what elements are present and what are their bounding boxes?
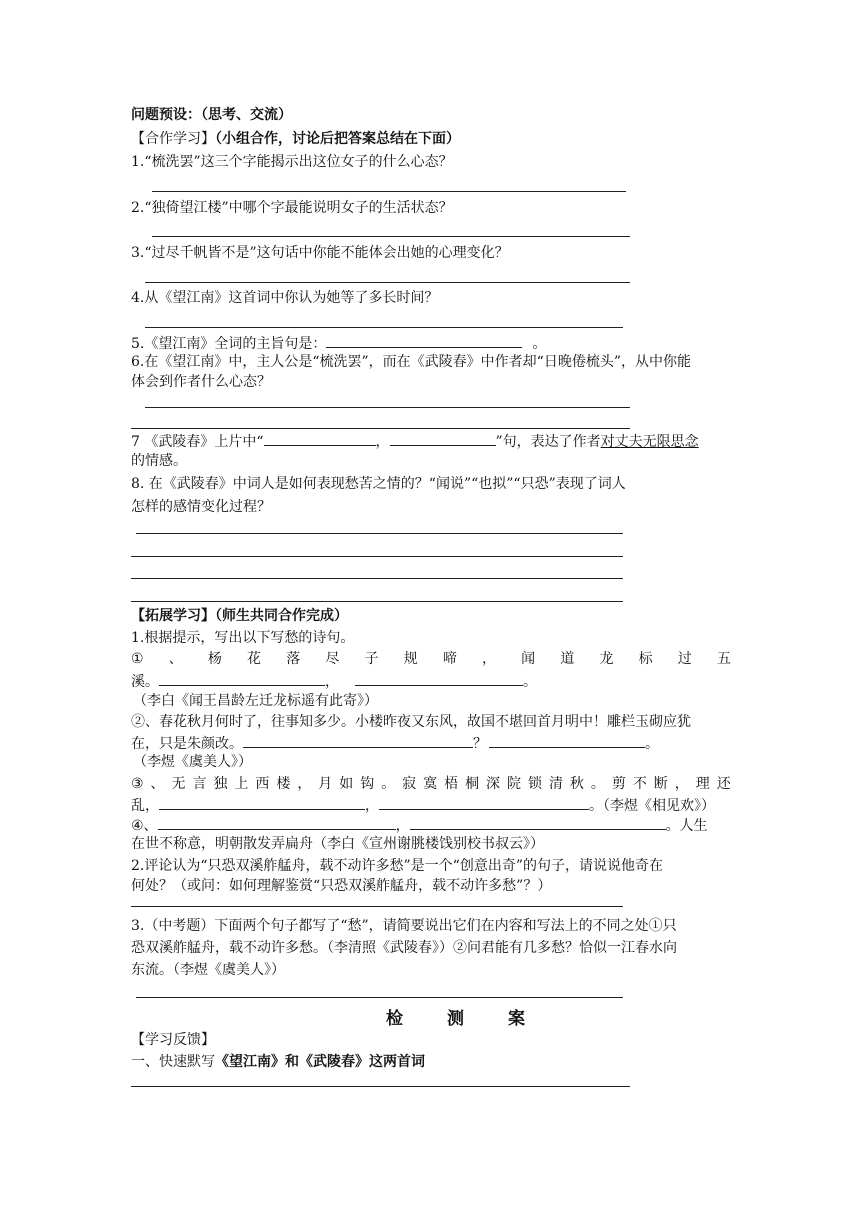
ext-1-3-end: 。（李煜《相见欢》） (589, 798, 715, 814)
char: 理 (695, 776, 710, 792)
char: 不 (632, 776, 647, 792)
question-7 (131, 430, 699, 452)
test-item-1-bold: 《望江南》和《武陵春》这两首词 (215, 1054, 425, 1070)
char: 如 (339, 776, 354, 792)
char: 花 (247, 651, 262, 667)
coop-note: （小组合作，讨论后把答案总结在下面） (215, 131, 460, 147)
question-1: 1.“梳洗罢”这三个字能揭示出这位女子的什么心态？ (131, 154, 453, 170)
char: 言 (192, 776, 207, 792)
ext-prompt-2-line-2: 何处？（或问：如何理解鉴赏“只恐双溪舴艋舟，载不动许多愁”？） (131, 878, 552, 894)
char: 道 (560, 651, 575, 667)
question-6-line-1: 6.在《望江南》中，主人公是“梳洗罢”，而在《武陵春》中作者却“日晚倦梳头”，从中你能 (131, 354, 691, 370)
answer-line-1[interactable] (152, 191, 626, 192)
char: 还 (716, 776, 731, 792)
char: 深 (486, 776, 501, 792)
char: 规 (403, 651, 418, 667)
char: 楼 (276, 776, 291, 792)
answer-line-8b[interactable] (131, 556, 623, 557)
answer-line-6b[interactable] (131, 428, 630, 429)
ext-1-3-sep: ， (365, 798, 379, 814)
coop-heading: 【合作学习】 (131, 131, 215, 147)
question-4: 4.从《望江南》这首词中你认为她等了多长时间？ (131, 290, 439, 306)
char: 杨 (207, 651, 222, 667)
ext-1-4-sep: ， (395, 818, 410, 834)
question-7-sep: ， (375, 434, 390, 450)
ext-1-2-q: ？ (473, 736, 487, 752)
question-6-line-2: 体会到作者什么心态？ (131, 374, 271, 390)
char: 尽 (325, 651, 340, 667)
blank-1-4-first[interactable] (158, 814, 396, 830)
char: ③ (131, 776, 144, 792)
preset-label: 问题预设： (131, 107, 201, 123)
answer-line-8d[interactable] (131, 601, 623, 602)
blank-1-1-second[interactable] (355, 670, 523, 686)
ext-prompt-3-line-1: 3.（中考题）下面两个句子都写了“愁”，请简要说出它们在内容和写法上的不同之处①只 (131, 918, 677, 934)
answer-line-ext-2[interactable] (131, 906, 623, 907)
char: 、 (168, 651, 183, 667)
question-7-line-2: 的情感。 (131, 453, 187, 469)
question-5-text: 5.《望江南》全词的主旨句是： (131, 336, 327, 352)
ext-1-1-source: （李白《闻王昌龄左迁龙标遥有此寄》） (133, 693, 378, 709)
title-char: 测 (447, 1009, 464, 1029)
char: 桐 (465, 776, 480, 792)
ext-1-1-text: 溪。 (131, 674, 159, 690)
char: 标 (638, 651, 653, 667)
ext-1-2-text: 在，只是朱颜改。 (131, 736, 243, 752)
question-3: 3.“过尽千帆皆不是”这句话中你能不能体会出她的心理变化？ (131, 245, 509, 261)
ext-prompt-3-line-2: 恐双溪舴艋舟，载不动许多愁。（李清照《武陵春》）②问君能有几多愁？恰似一江春水向 (131, 940, 677, 956)
coop-heading-line (131, 129, 460, 149)
question-2: 2.“独倚望江楼”中哪个字最能说明女子的生活状态？ (131, 200, 453, 216)
question-7-mid: ”句，表达了作者 (495, 434, 601, 450)
char: 钩 (360, 776, 375, 792)
test-item-1-text: 一、快速默写 (131, 1054, 215, 1070)
question-7-text: 7 《武陵春》上片中“ (131, 434, 264, 450)
blank-1-3-first[interactable] (159, 794, 365, 810)
char: 清 (548, 776, 563, 792)
preset-line (131, 105, 292, 125)
answer-line-6a[interactable] (145, 407, 630, 408)
question-7-answer: 对丈夫无限思念 (600, 434, 699, 450)
title-char: 检 (386, 1009, 403, 1029)
char: 秋 (569, 776, 584, 792)
char: 啼 (442, 651, 457, 667)
ext-heading-line (131, 606, 348, 626)
char: 。 (590, 776, 605, 792)
char: 独 (213, 776, 228, 792)
char: 剪 (611, 776, 626, 792)
preset-paren: （思考、交流） (201, 107, 292, 123)
blank-q7-first[interactable] (264, 430, 376, 446)
ext-1-3-line-2 (131, 794, 715, 816)
ext-1-2-line-1: ②、春花秋月何时了，往事知多少。小楼昨夜又东风，故国不堪回首月明中！雕栏玉砌应犹 (131, 714, 691, 730)
answer-line-8c[interactable] (131, 578, 623, 579)
char: ① (131, 651, 144, 667)
char: ， (481, 651, 496, 667)
answer-line-ext-3[interactable] (136, 997, 623, 998)
ext-heading: 【拓展学习】 (131, 608, 215, 624)
blank-1-4-second[interactable] (410, 814, 666, 830)
blank-theme-sentence[interactable] (326, 332, 522, 348)
char: 上 (234, 776, 249, 792)
ext-1-3-text: 乱， (131, 798, 159, 814)
char: 五 (716, 651, 731, 667)
char: 月 (318, 776, 333, 792)
ext-1-4-end: 。人生 (665, 818, 708, 834)
char: ， (297, 776, 312, 792)
blank-1-3-second[interactable] (379, 794, 589, 810)
answer-line-8a[interactable] (136, 533, 623, 534)
char: 。 (381, 776, 396, 792)
ext-1-2-line-2 (131, 732, 659, 754)
blank-1-1-first[interactable] (159, 670, 325, 686)
ext-1-1-line-1 (131, 649, 731, 669)
blank-1-2-second[interactable] (489, 732, 645, 748)
title-char: 案 (508, 1009, 525, 1029)
char: 过 (677, 651, 692, 667)
section-title (386, 1004, 525, 1029)
char: 寞 (423, 776, 438, 792)
ext-1-4-line-1 (131, 814, 708, 836)
ext-1-4-text: ④、 (131, 818, 158, 834)
feedback-heading: 【学习反馈】 (131, 1032, 215, 1048)
ext-prompt-1: 1.根据提示，写出以下写愁的诗句。 (131, 630, 355, 646)
char: 梧 (444, 776, 459, 792)
question-5-end: 。 (532, 336, 547, 352)
char: 院 (507, 776, 521, 792)
char: 子 (364, 651, 379, 667)
char: 寂 (402, 776, 417, 792)
ext-1-2-source: （李煜《虞美人》） (133, 754, 252, 770)
ext-1-1-sep: ， (325, 674, 339, 690)
question-8-line-1: 8. 在《武陵春》中词人是如何表现愁苦之情的？“闻说”“也拟”“只恐”表现了词人 (131, 476, 626, 492)
ext-prompt-3-line-3: 东流。（李煜《虞美人》） (131, 962, 285, 978)
ext-1-1-end: 。 (523, 674, 537, 690)
test-item-1 (131, 1052, 425, 1072)
char: 锁 (527, 776, 542, 792)
answer-line-test-1[interactable] (131, 1086, 630, 1087)
char: 落 (286, 651, 301, 667)
ext-1-1-line-2 (131, 670, 537, 692)
question-8-line-2: 怎样的感情变化过程？ (131, 499, 271, 515)
blank-1-2-first[interactable] (243, 732, 473, 748)
char: 龙 (599, 651, 614, 667)
answer-line-2[interactable] (152, 236, 630, 237)
char: ， (674, 776, 689, 792)
ext-note: （师生共同合作完成） (215, 608, 348, 624)
answer-line-4[interactable] (145, 327, 623, 328)
answer-line-3[interactable] (145, 282, 630, 283)
char: 、 (150, 776, 165, 792)
char: 西 (255, 776, 270, 792)
char: 断 (653, 776, 668, 792)
blank-q7-second[interactable] (390, 430, 496, 446)
ext-1-4-line-2: 在世不称意，明朝散发弄扁舟（李白《宣州谢朓楼饯别校书叔云》） (131, 836, 544, 852)
char: 闻 (521, 651, 536, 667)
ext-1-2-end: 。 (645, 736, 659, 752)
ext-1-3-line-1 (131, 774, 731, 794)
ext-prompt-2-line-1: 2.评论认为“只恐双溪舴艋舟，载不动许多愁”是一个“创意出奇”的句子，请说说他奇在 (131, 858, 663, 874)
char: 无 (171, 776, 186, 792)
question-5 (131, 332, 546, 354)
